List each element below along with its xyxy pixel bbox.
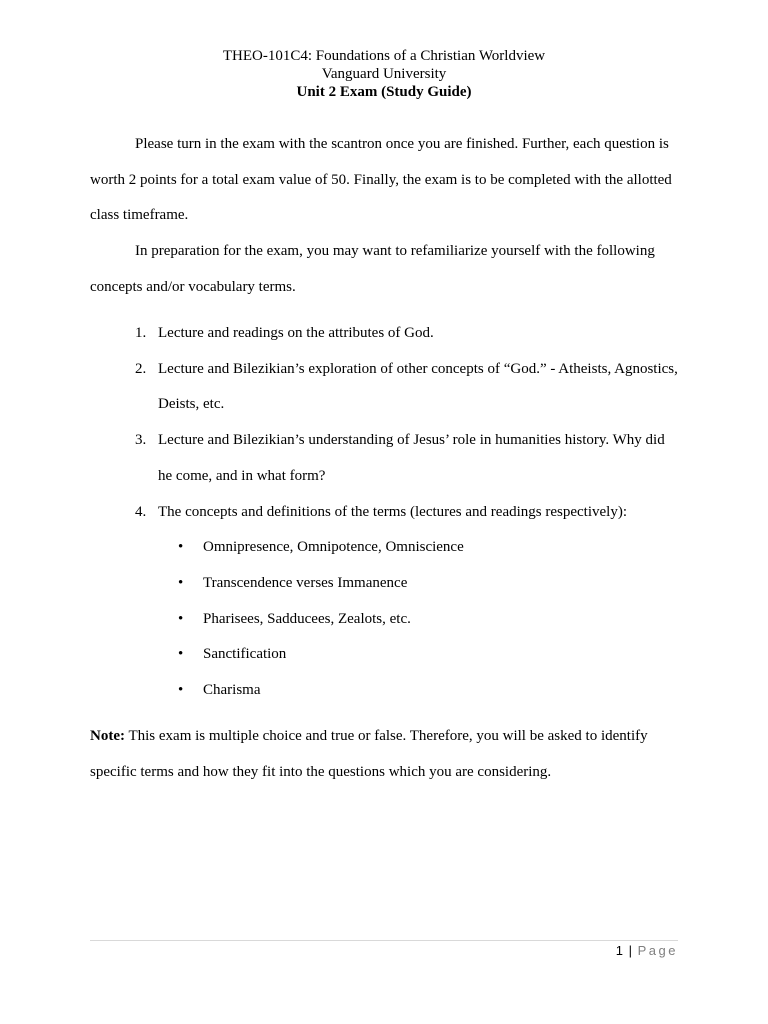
list-item-text: Lecture and Bilezikian’s understanding of Jesus’ role in humanities history. Why did he come, and in what form? xyxy=(158,432,665,484)
list-item-text: The concepts and definitions of the terms (lectures and readings respectively): xyxy=(158,503,627,520)
page-number: 1 xyxy=(615,943,623,958)
course-title: THEO-101C4: Foundations of a Christian Worldview xyxy=(222,48,546,64)
bullet-icon: • xyxy=(178,646,184,663)
intro-paragraph-1: Please turn in the exam with the scantron once you are finished. Further, each question is worth 2 points for a total exam value of 50. Finally, the exam is to be completed with the allotted class timeframe. xyxy=(90,136,672,224)
note-text: This exam is multiple choice and true or false. Therefore, you will be asked to identify specific terms and how they fit into the questions which you are considering. xyxy=(90,728,648,780)
list-item xyxy=(90,352,682,423)
list-item xyxy=(90,423,682,494)
study-items-list xyxy=(90,316,682,709)
term-text: Transcendence verses Immanence xyxy=(203,574,408,591)
terms-list xyxy=(158,530,682,709)
footer-separator: | xyxy=(628,943,632,958)
note-label: Note: xyxy=(90,728,125,744)
page-label: Page xyxy=(637,943,678,958)
term-text: Charisma xyxy=(203,682,261,699)
list-item-number: 2. xyxy=(135,360,147,377)
intro-section xyxy=(90,127,682,306)
list-item-number: 1. xyxy=(135,325,147,341)
intro-paragraph-2: In preparation for the exam, you may want to refamiliarize yourself with the following concepts and/or vocabulary terms. xyxy=(90,243,655,295)
list-item xyxy=(90,495,682,709)
term-item xyxy=(158,602,682,638)
list-item-text: Lecture and readings on the attributes of God. xyxy=(158,325,434,341)
exam-note xyxy=(90,719,682,790)
term-item xyxy=(158,566,682,602)
bullet-icon: • xyxy=(178,539,184,556)
list-item-number: 3. xyxy=(135,432,147,449)
document-header xyxy=(0,47,768,101)
exam-title: Unit 2 Exam (Study Guide) xyxy=(296,84,472,100)
term-text: Omnipresence, Omnipotence, Omniscience xyxy=(203,539,464,556)
list-item xyxy=(90,316,682,352)
page-footer xyxy=(616,942,678,960)
institution-name: Vanguard University xyxy=(321,66,447,82)
term-item xyxy=(158,673,682,709)
term-text: Pharisees, Sadducees, Zealots, etc. xyxy=(203,610,411,627)
footer-divider xyxy=(90,940,678,941)
list-item-number: 4. xyxy=(135,503,147,520)
term-text: Sanctification xyxy=(203,646,287,663)
bullet-icon: • xyxy=(178,610,184,627)
bullet-icon: • xyxy=(178,574,184,591)
bullet-icon: • xyxy=(178,682,184,699)
term-item xyxy=(158,637,682,673)
list-item-text: Lecture and Bilezikian’s exploration of other concepts of “God.” - Atheists, Agnostics, Deists, etc. xyxy=(158,360,678,413)
term-item xyxy=(158,530,682,566)
